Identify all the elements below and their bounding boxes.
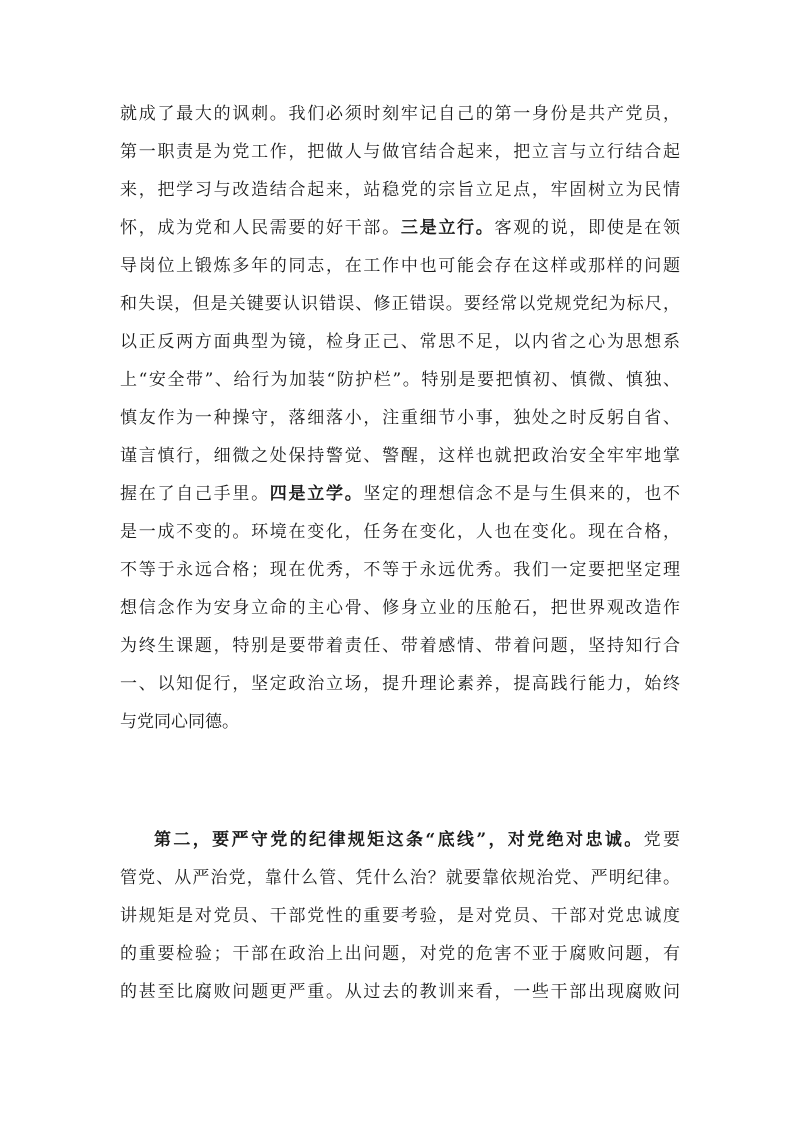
bold-text-run: 三是立行。 <box>400 218 495 238</box>
text-run: 上“安全带”、给行为加装“防护栏”。特别是要把慎初、慎微、慎独、 <box>120 370 680 390</box>
body-paragraph-2 <box>120 825 680 1015</box>
text-line <box>120 707 680 737</box>
text-line <box>120 365 680 395</box>
text-run: 来，把学习与改造结合起来，站稳党的宗旨立足点，牢固树立为民情 <box>120 180 680 200</box>
text-run: 和失误，但是关键要认识错误、修正错误。要经常以党规党纪为标尺， <box>120 294 680 314</box>
text-run: 是一成不变的。环境在变化，任务在变化，人也在变化。现在合格， <box>120 522 680 542</box>
bold-text-run: 第二，要严守党的纪律规矩这条“底线”，对党绝对忠诚。 <box>154 830 644 850</box>
text-line <box>120 213 680 243</box>
text-line <box>120 99 680 129</box>
text-run: 导岗位上锻炼多年的同志，在工作中也可能会存在这样或那样的问题 <box>120 256 680 276</box>
text-run: 怀，成为党和人民需要的好干部。 <box>120 218 401 238</box>
text-line <box>120 327 680 357</box>
text-run: 第一职责是为党工作，把做人与做官结合起来，把立言与立行结合起 <box>120 142 680 162</box>
text-line <box>120 517 680 547</box>
bold-text-run: 四是立学。 <box>269 484 364 504</box>
text-line <box>120 631 680 661</box>
text-line <box>120 175 680 205</box>
text-line <box>120 441 680 471</box>
text-run: 与党同心同德。 <box>120 712 239 732</box>
text-run: 一、以知促行，坚定政治立场，提升理论素养，提高践行能力，始终 <box>120 674 680 694</box>
text-line <box>120 137 680 167</box>
text-line <box>120 251 680 281</box>
text-line <box>120 939 680 969</box>
body-paragraph-1 <box>120 99 680 745</box>
text-run: 为终生课题，特别是要带着责任、带着感情、带着问题，坚持知行合 <box>120 636 680 656</box>
text-line <box>120 403 680 433</box>
text-line <box>120 977 680 1007</box>
text-run: 就成了最大的讽刺。我们必须时刻牢记自己的第一身份是共产党员， <box>120 104 680 124</box>
text-run: 党要 <box>643 830 680 850</box>
text-run: 不等于永远合格；现在优秀，不等于永远优秀。我们一定要把坚定理 <box>120 560 680 580</box>
text-run: 想信念作为安身立命的主心骨、修身立业的压舱石，把世界观改造作 <box>120 598 680 618</box>
text-line <box>120 593 680 623</box>
text-line <box>120 825 680 855</box>
text-line <box>120 863 680 893</box>
text-run: 握在了自己手里。 <box>120 484 270 504</box>
text-run: 的甚至比腐败问题更严重。从过去的教训来看，一些干部出现腐败问 <box>120 982 680 1002</box>
text-run: 讲规矩是对党员、干部党性的重要考验，是对党员、干部对党忠诚度 <box>120 906 680 926</box>
text-run: 以正反两方面典型为镜，检身正己、常思不足，以内省之心为思想系 <box>120 332 680 352</box>
text-run: 的重要检验；干部在政治上出问题，对党的危害不亚于腐败问题，有 <box>120 944 680 964</box>
text-line <box>120 479 680 509</box>
text-run: 谨言慎行，细微之处保持警觉、警醒，这样也就把政治安全牢牢地掌 <box>120 446 680 466</box>
text-run: 慎友作为一种操守，落细落小，注重细节小事，独处之时反躬自省、 <box>120 408 680 428</box>
text-line <box>120 669 680 699</box>
text-line <box>120 555 680 585</box>
text-run: 坚定的理想信念不是与生俱来的，也不 <box>363 484 681 504</box>
text-run: 管党、从严治党，靠什么管、凭什么治？就要靠依规治党、严明纪律。 <box>120 868 680 888</box>
text-run: 客观的说，即使是在领 <box>494 218 681 238</box>
text-line <box>120 901 680 931</box>
text-line <box>120 289 680 319</box>
